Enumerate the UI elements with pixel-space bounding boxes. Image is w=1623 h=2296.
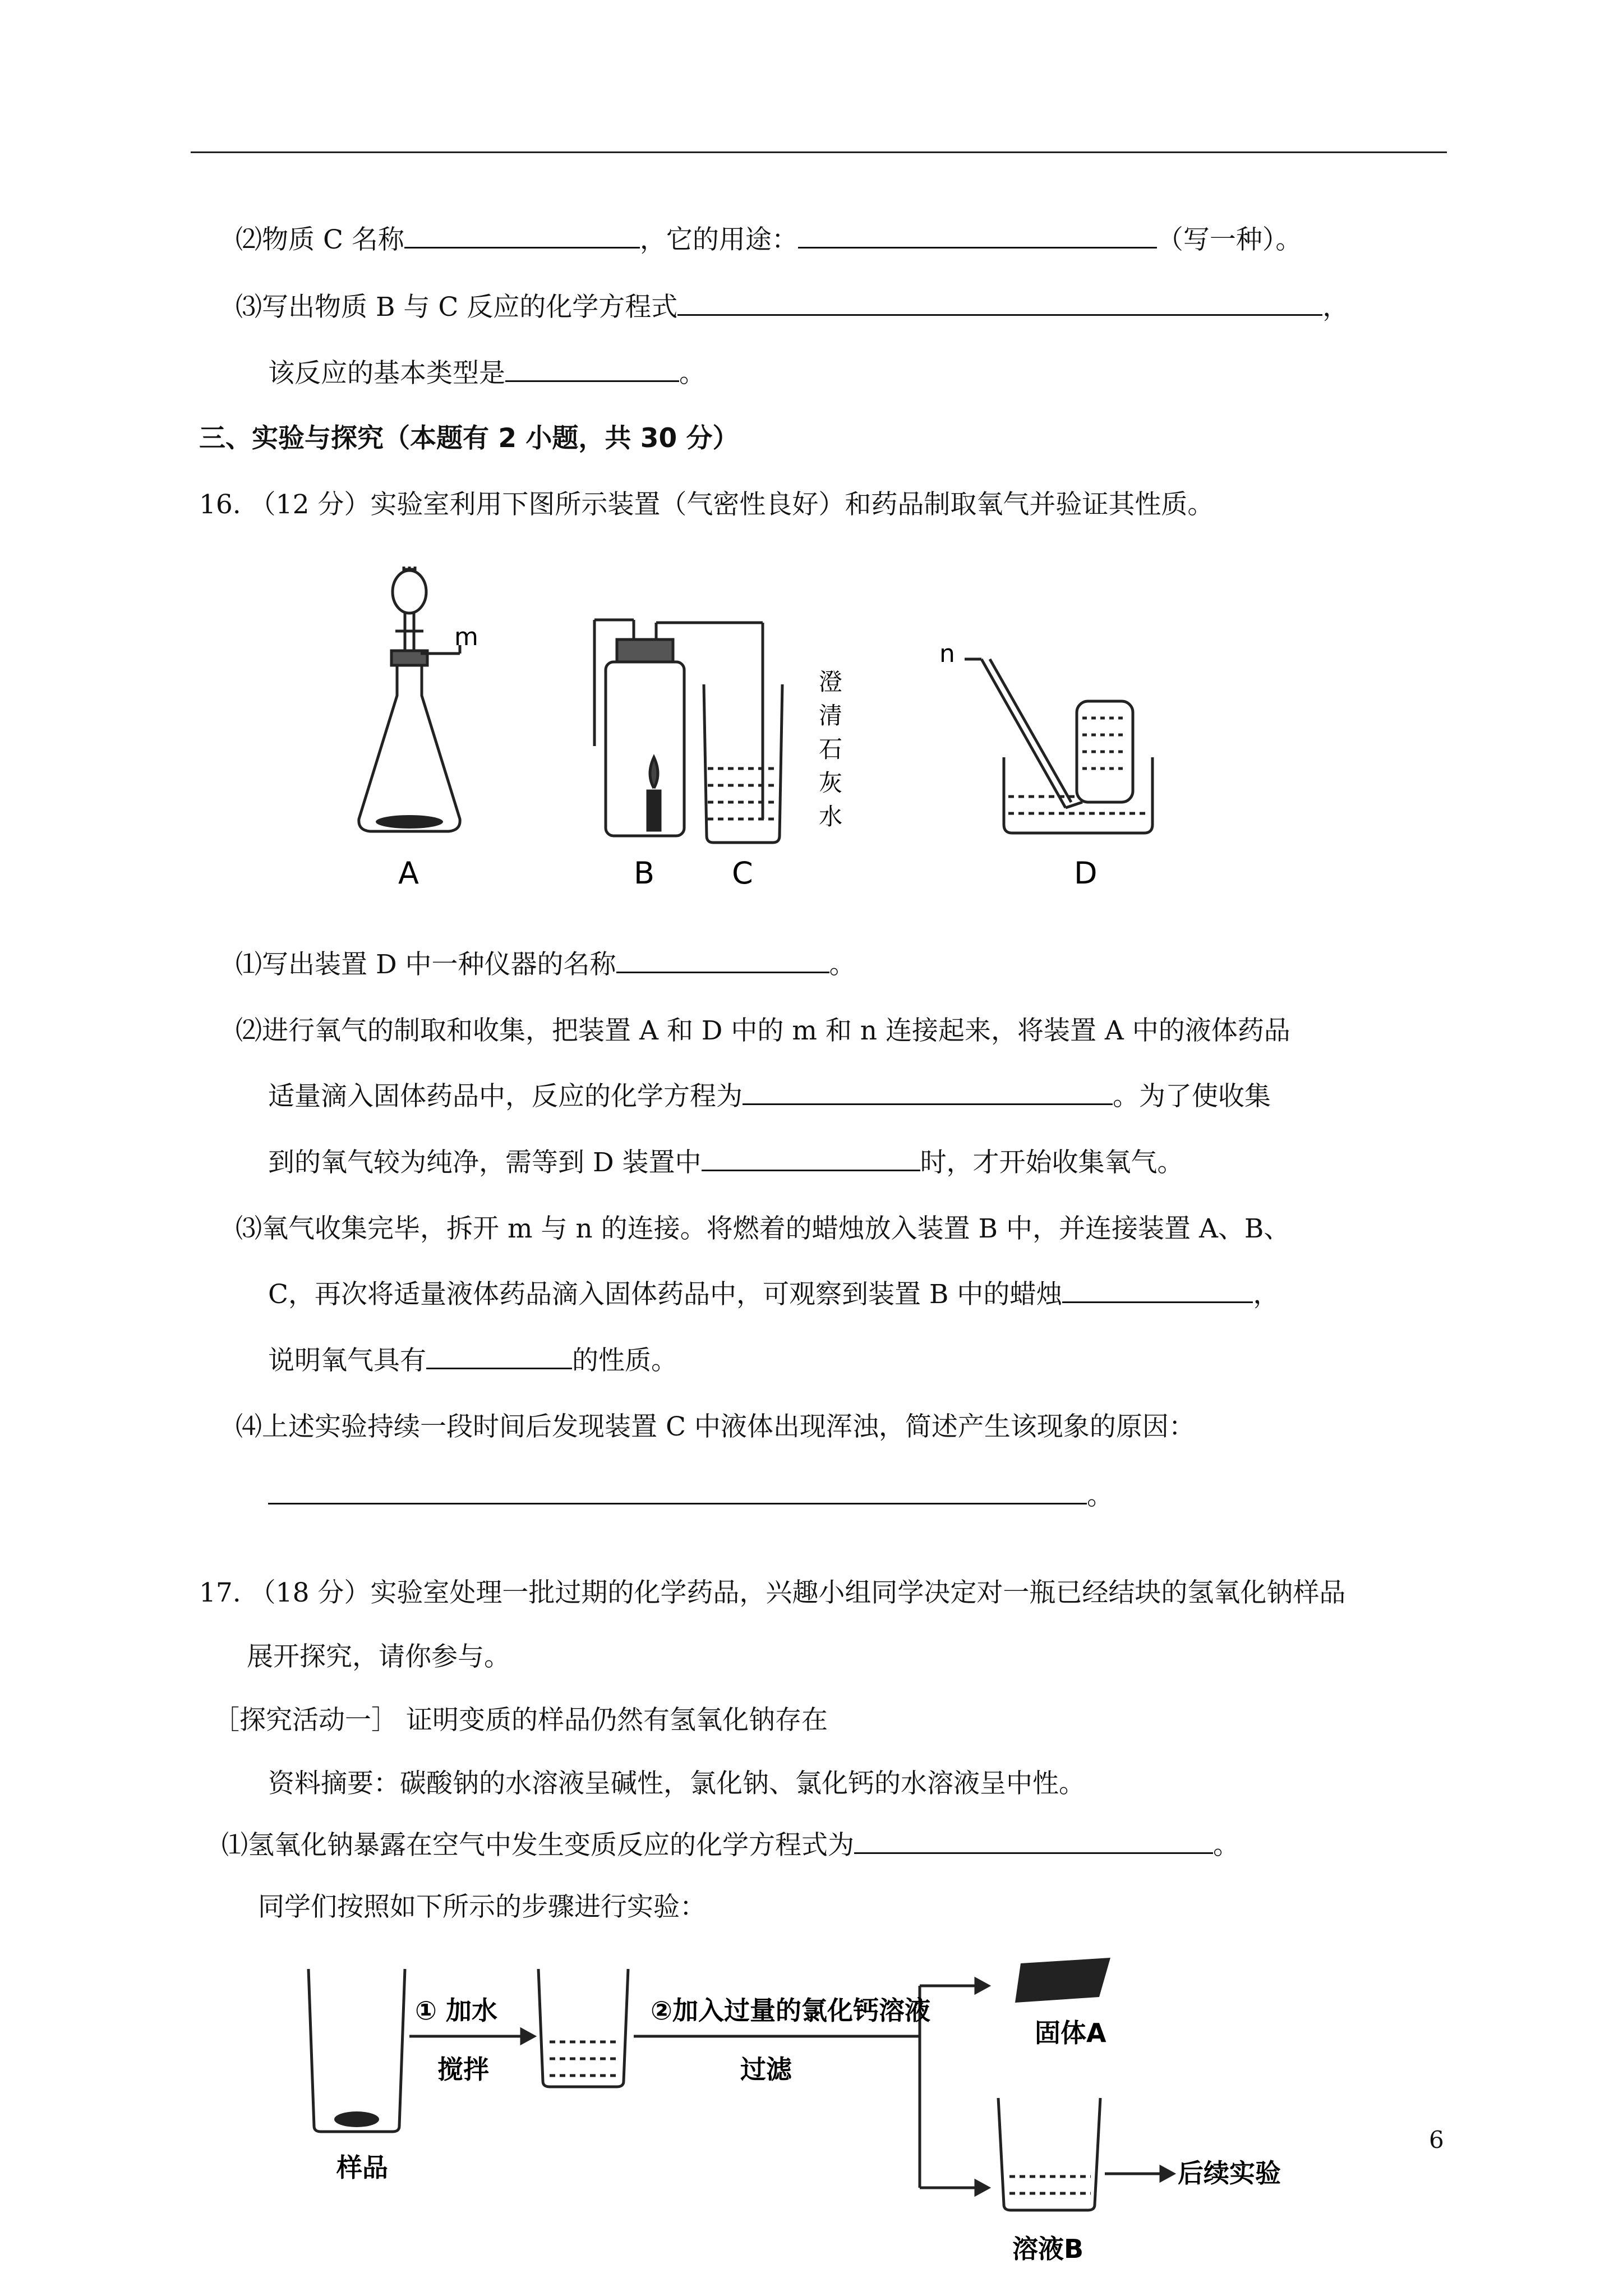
q16-part3-line3-text2: 的性质。 [572, 1345, 677, 1376]
q16-part2-line3-text: 到的氧气较为纯净，需等到 D 装置中 [268, 1147, 702, 1178]
q15-part2-text3: （写一种）。 [1156, 224, 1302, 255]
limewater-label-1: 澄 [819, 668, 843, 696]
q15-part3-line2-text: 该反应的基本类型是 [268, 358, 505, 389]
q16-part4-end: 。 [1087, 1480, 1113, 1511]
limewater-label-4: 灰 [819, 769, 843, 797]
q17-part1 [222, 1829, 1239, 1862]
label-d: D [1074, 855, 1098, 891]
flow-arrow-3 [1105, 2167, 1173, 2180]
page-number: 6 [1429, 2126, 1444, 2154]
q16-part3-line2-text: C，再次将适量液体药品滴入固体药品中，可观察到装置 B 中的蜡烛 [268, 1279, 1063, 1310]
label-m: m [454, 623, 478, 651]
beaker-dissolved [538, 1969, 628, 2087]
beaker-solution-b [998, 2098, 1100, 2210]
q15-part3 [236, 291, 1349, 324]
answer-blank[interactable] [426, 1345, 572, 1369]
answer-blank[interactable] [854, 1830, 1213, 1854]
q16-part3-line2-text2: ， [1253, 1279, 1280, 1310]
q17-activity1: ［探究活动一］ 证明变质的样品仍然有氢氧化钠存在 [213, 1705, 828, 1736]
q17-steps-intro: 同学们按照如下所示的步骤进行实验： [258, 1892, 706, 1922]
answer-blank[interactable] [1062, 1279, 1253, 1303]
label-n: n [939, 639, 955, 668]
apparatus-a [359, 567, 460, 831]
limewater-label-5: 水 [819, 803, 843, 830]
q17-info: 资料摘要：碳酸钠的水溶液呈碱性，氯化钠、氯化钙的水溶液呈中性。 [268, 1768, 1085, 1799]
answer-blank[interactable] [743, 1081, 1113, 1105]
q16-part3-line3 [268, 1344, 677, 1378]
answer-blank[interactable] [616, 949, 829, 973]
q15-part3-line2-text2: 。 [679, 358, 706, 389]
solid-a-shape [1015, 1958, 1110, 2003]
label-b: B [634, 855, 655, 891]
flow-arrow-1 [409, 2030, 534, 2043]
label-a: A [398, 855, 419, 891]
q16-part4-line1: ⑷上述实验持续一段时间后发现装置 C 中液体出现浑浊，简述产生该现象的原因： [236, 1411, 1195, 1442]
flow-follow-label: 后续实验 [1178, 2158, 1281, 2188]
q16-part1-text2: 。 [829, 949, 856, 980]
apparatus-figure [336, 567, 1178, 903]
q17-part1-text2: 。 [1213, 1830, 1239, 1861]
q16-part2-line3-text2: 时，才开始收集氧气。 [920, 1147, 1184, 1178]
limewater-label-3: 石 [819, 735, 843, 763]
q16-part1 [236, 948, 856, 982]
q16-part3-line2 [268, 1278, 1279, 1312]
q16-part2-line2-text2: 。为了使收集 [1113, 1081, 1271, 1112]
q16-intro: 16. （12 分）实验室利用下图所示装置（气密性良好）和药品制取氧气并验证其性质。 [199, 489, 1214, 520]
flow-solid-label: 固体A [1035, 2018, 1106, 2048]
beaker-sample [308, 1969, 405, 2132]
answer-blank[interactable] [677, 292, 1322, 316]
header-rule [191, 151, 1447, 153]
q17-intro-line2: 展开探究，请你参与。 [247, 1641, 510, 1672]
section-heading: 三、实验与探究（本题有 2 小题，共 30 分） [199, 423, 739, 454]
flow-diagram [303, 1952, 1312, 2277]
flow-solution-label: 溶液B [1012, 2234, 1084, 2264]
answer-blank[interactable] [798, 224, 1157, 249]
q15-part2 [236, 223, 1302, 257]
q16-part1-text: ⑴写出装置 D 中一种仪器的名称 [236, 949, 616, 980]
flow-step2-top: ②加入过量的氯化钙溶液 [651, 1995, 930, 2026]
flow-step2-bottom: 过滤 [740, 2054, 792, 2085]
q15-part3-line2 [268, 357, 706, 390]
answer-blank[interactable] [505, 358, 679, 382]
flow-step1-top: ① 加水 [415, 1995, 497, 2026]
apparatus-d [965, 659, 1152, 833]
q16-part4-line2 [268, 1479, 1113, 1513]
limewater-label-2: 清 [819, 702, 843, 729]
flow-step1-bottom: 搅拌 [437, 2054, 489, 2085]
q15-part3-text: ⑶写出物质 B 与 C 反应的化学方程式 [236, 292, 678, 323]
answer-blank[interactable] [702, 1147, 920, 1171]
q16-part2-line3 [268, 1146, 1184, 1180]
apparatus-c [704, 623, 782, 843]
q16-part3-line3-text: 说明氧气具有 [268, 1345, 426, 1376]
answer-blank[interactable] [268, 1480, 1087, 1504]
apparatus-b [594, 620, 763, 836]
q17-intro-line1: 17. （18 分）实验室处理一批过期的化学药品，兴趣小组同学决定对一瓶已经结块的氢氧化钠样品 [199, 1577, 1346, 1608]
q15-part2-text2: ，它的用途： [639, 224, 798, 255]
q15-part3-text2: ， [1322, 292, 1349, 323]
q16-part2-line2-text: 适量滴入固体药品中，反应的化学方程为 [268, 1081, 743, 1112]
label-c: C [732, 855, 753, 891]
answer-blank[interactable] [404, 224, 640, 249]
q17-part1-text: ⑴氢氧化钠暴露在空气中发生变质反应的化学方程式为 [222, 1830, 854, 1861]
q15-part2-text: ⑵物质 C 名称 [236, 224, 404, 255]
q16-part2-line1: ⑵进行氧气的制取和收集，把装置 A 和 D 中的 m 和 n 连接起来，将装置 A 中的液体药品 [236, 1015, 1290, 1046]
flow-sample-label: 样品 [336, 2152, 388, 2183]
q16-part3-line1: ⑶氧气收集完毕，拆开 m 与 n 的连接。将燃着的蜡烛放入装置 B 中，并连接装置 A、B、 [236, 1213, 1290, 1244]
q16-part2-line2 [268, 1080, 1271, 1114]
